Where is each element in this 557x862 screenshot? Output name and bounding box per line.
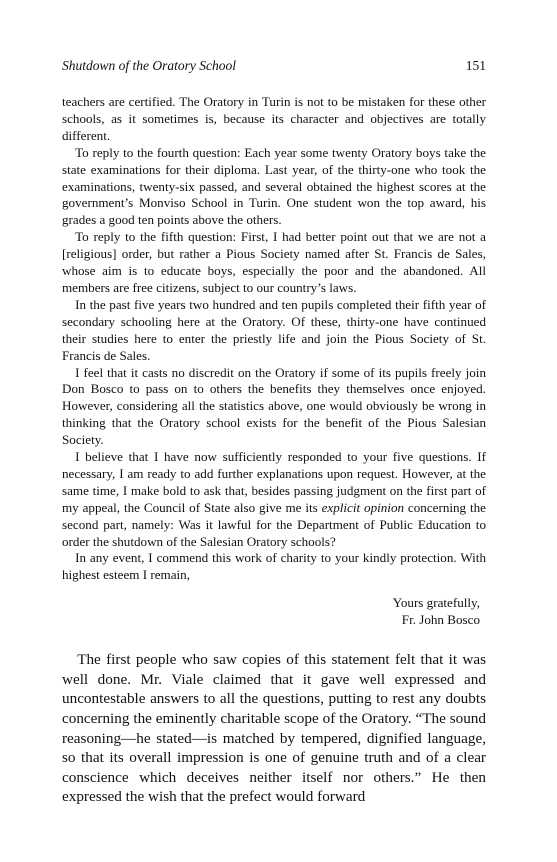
letter-paragraph: In the past five years two hundred and ten pupils completed their fifth year of secondary schooling here at the Oratory. Of these, thirty-one have continued their studies here to enter the priestly life and join the Pious Society of St. Francis de Sales.	[62, 296, 486, 363]
narrative-text	[62, 650, 486, 807]
letter-paragraph: teachers are certified. The Oratory in Turin is not to be mistaken for these other schools, as it sometimes is, because its character and objectives are totally different.	[62, 94, 486, 143]
running-head	[62, 58, 486, 74]
book-page	[62, 58, 486, 807]
narrative-paragraph: The first people who saw copies of this statement felt that it was well done. Mr. Viale claimed that it gave well expressed and uncontestable answers to all the questions, putting to rest any doubts concerning the eminently charitable scope of the Oratory. “The sound reasoning—he stated—is matched by tempered, dignified language, so that its overall impression is one of genuine truth and of a clear conscience which deceives neither itself nor others.” He then expressed the wish that the prefect would forward	[62, 651, 486, 806]
page-number: 151	[465, 58, 486, 73]
signatory-name: Fr. John Bosco	[401, 612, 480, 628]
running-head-title: Shutdown of the Oratory School	[62, 58, 236, 73]
letter-text	[62, 94, 486, 584]
emphasis-explicit-opinion: explicit opinion	[321, 499, 405, 515]
letter-text-run: I believe that I have now sufficiently responded to your five questions. If necessary, I am ready to add further explanations upon request. However, at the same time, I make bold to ask that, besides passing judgment on the first part of my appeal, the Council of State also give me its	[62, 449, 486, 515]
closing-line: Yours gratefully,	[392, 595, 480, 611]
letter-paragraph	[62, 449, 486, 550]
letter-paragraph: I feel that it casts no discredit on the Oratory if some of its pupils freely join Don Bosco to pass on to others the benefits they themselves once enjoyed. However, considering all the statistics above, one would obviously be wrong in thinking that the Oratory school exists for the benefit of the Pious Salesian Society.	[62, 364, 486, 448]
letter-paragraph: In any event, I commend this work of charity to your kindly protection. With highest esteem I remain,	[62, 550, 486, 583]
letter-paragraph: To reply to the fourth question: Each year some twenty Oratory boys take the state examinations for their diploma. Last year, of the thirty-one who took the examinations, twenty-six passed, and several obtained the highest scores at the government’s Monviso School in Turin. One student won the top award, his grades a good ten points above the others.	[62, 144, 486, 228]
letter-text-run: concerning the second part, namely: Was it lawful for the Department of Public Education to order the shutdown of the Salesian Oratory schools?	[62, 499, 486, 549]
signature-block	[62, 594, 486, 628]
letter-paragraph: To reply to the fifth question: First, I had better point out that we are not a [religious] order, but rather a Pious Society named after St. Francis de Sales, whose aim is to educate boys, especially the poor and the abandoned. All members are free citizens, subject to our country’s laws.	[62, 229, 486, 295]
